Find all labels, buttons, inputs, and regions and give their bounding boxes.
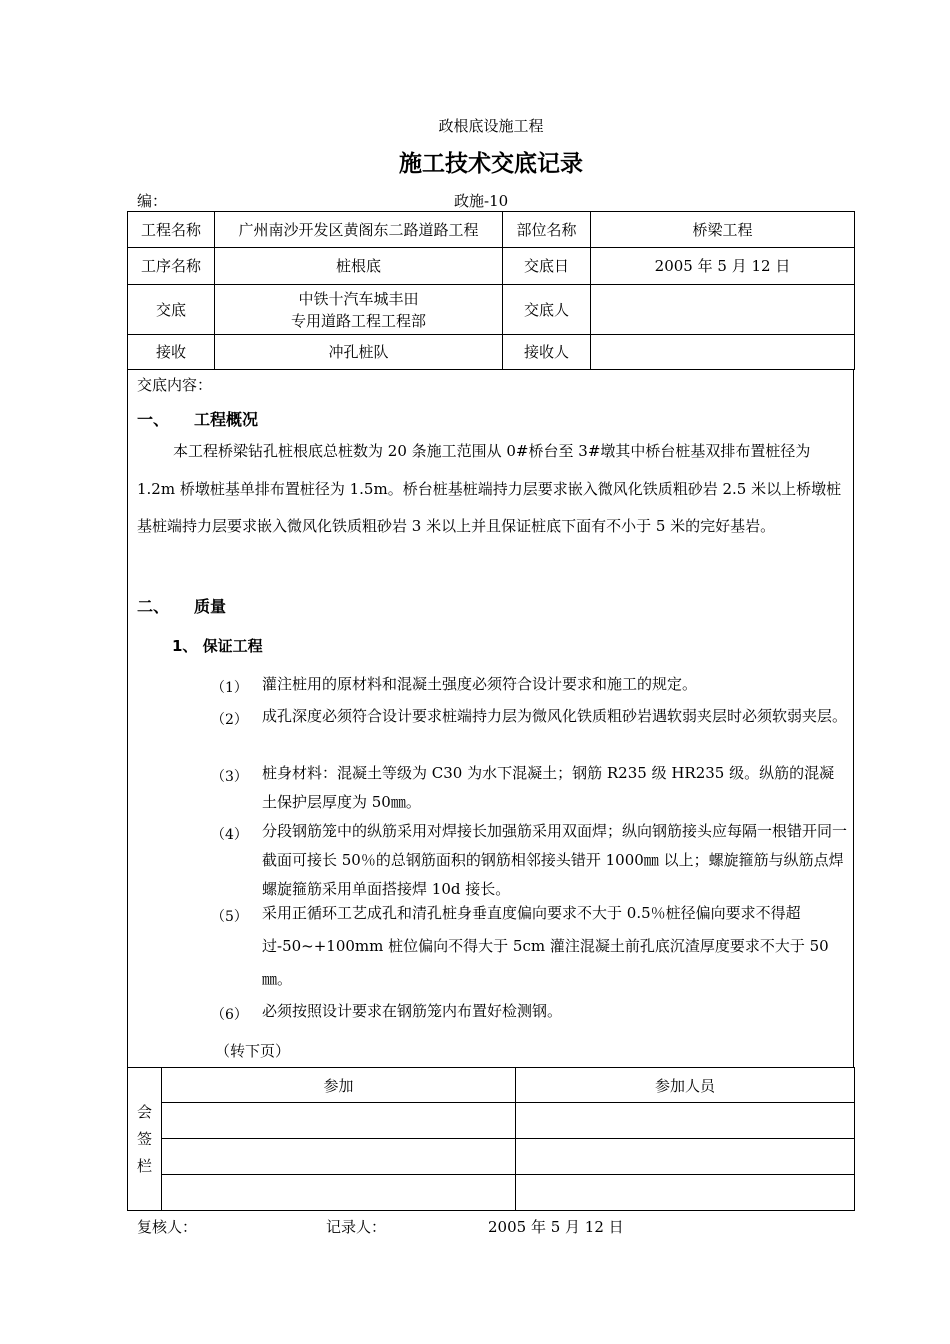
signoff-cell [162, 1103, 516, 1139]
continue-note: （转下页） [215, 1042, 291, 1060]
item-2-text: 成孔深度必须符合设计要求桩端持力层为微风化铁质粗砂岩遇软弱夹层时必须软弱夹层。 [262, 707, 848, 725]
signoff-col-participants: 参加 [162, 1068, 516, 1103]
item-2-number: （2） [211, 712, 248, 728]
item-5-text: 采用正循环工艺成孔和清孔桩身垂直度偏向要求不大于 0.5％桩径偏向要求不得超过-50~+100mm 桩位偏向不得大于 5cm 灌注混凝土前孔底沉渣厚度要求不大于 50㎜。 [262, 904, 829, 988]
signoff-cell [162, 1139, 516, 1175]
section-2-title: 质量 [194, 597, 227, 616]
receiver-person-value [591, 335, 855, 370]
signoff-col-participant-names: 参加人员 [516, 1068, 855, 1103]
item-1-number: （1） [211, 680, 248, 696]
signoff-cell [516, 1175, 855, 1211]
project-name-label: 工程名称 [128, 212, 215, 248]
part-name-label: 部位名称 [503, 212, 591, 248]
receiver-value: 冲孔桩队 [215, 335, 503, 370]
part-name-value: 桥梁工程 [591, 212, 855, 248]
receiver-person-label: 接收人 [503, 335, 591, 370]
receiver-label: 接收 [128, 335, 215, 370]
document-subtitle: 政根底设施工程 [438, 117, 544, 135]
signoff-cell [516, 1103, 855, 1139]
signoff-cell [516, 1139, 855, 1175]
info-table [127, 211, 855, 370]
handover-person-label: 交底人 [503, 285, 591, 335]
code-label: 编： [137, 192, 168, 210]
handover-label: 交底 [128, 285, 215, 335]
handover-value-line2: 专用道路工程工程部 [290, 311, 426, 330]
content-area [127, 370, 854, 1067]
document-title: 施工技术交底记录 [399, 150, 583, 177]
item-3-text: 桩身材料：混凝土等级为 C30 为水下混凝土；钢筋 R235 级 HR235 级。纵筋的混凝土保护层厚度为 50㎜。 [262, 764, 835, 811]
handover-value [215, 285, 503, 335]
signoff-label [128, 1068, 162, 1211]
subsection-title: 1、 保证工程 [172, 637, 263, 655]
reviewer-label: 复核人： [137, 1218, 198, 1236]
item-4-number: （4） [211, 827, 248, 843]
code-value: 政施-10 [454, 192, 509, 210]
handover-date-value: 2005 年 5 月 12 日 [591, 248, 855, 285]
content-label: 交底内容： [137, 376, 213, 394]
item-6-number: （6） [211, 1007, 248, 1023]
handover-value-line1: 中铁十汽车城丰田 [298, 289, 419, 308]
signoff-label-text: 会签栏 [136, 1102, 152, 1175]
project-name-value: 广州南沙开发区黄阁东二路道路工程 [215, 212, 503, 248]
item-6-text: 必须按照设计要求在钢筋笼内布置好检测钢。 [262, 1002, 563, 1020]
recorder-label: 记录人： [326, 1218, 387, 1236]
process-name-value: 桩根底 [215, 248, 503, 285]
signoff-table [127, 1067, 855, 1211]
handover-date-label: 交底日 [503, 248, 591, 285]
section-1-title: 工程概况 [194, 410, 259, 429]
handover-person-value [591, 285, 855, 335]
footer-date: 2005 年 5 月 12 日 [488, 1218, 624, 1236]
item-4-text: 分段钢筋笼中的纵筋采用对焊接长加强筋采用双面焊；纵向钢筋接头应每隔一根错开同一截面可接长 50％的总钢筋面积的钢筋相邻接头错开 1000㎜ 以上；螺旋箍筋与纵筋点焊螺旋箍筋采用单面搭接焊 10d 接长。 [262, 822, 848, 898]
item-3-number: （3） [211, 769, 248, 785]
section-1-text: 本工程桥梁钻孔桩根底总桩数为 20 条施工范围从 0#桥台至 3#墩其中桥台桩基双排布置桩径为 1.2m 桥墩桩基单排布置桩径为 1.5m。桥台桩基桩端持力层要求嵌入微风化铁质粗砂岩 2.5 米以上桥墩桩基桩端持力层要求嵌入微风化铁质粗砂岩 3 米以上并且保证桩底下面有不小于 5 米的完好基岩。 [137, 442, 842, 535]
section-1-number: 一、 [137, 410, 170, 429]
item-5-number: （5） [211, 909, 248, 925]
section-2-number: 二、 [137, 597, 170, 616]
process-name-label: 工序名称 [128, 248, 215, 285]
item-1-text: 灌注桩用的原材料和混凝土强度必须符合设计要求和施工的规定。 [262, 675, 698, 693]
signoff-cell [162, 1175, 516, 1211]
